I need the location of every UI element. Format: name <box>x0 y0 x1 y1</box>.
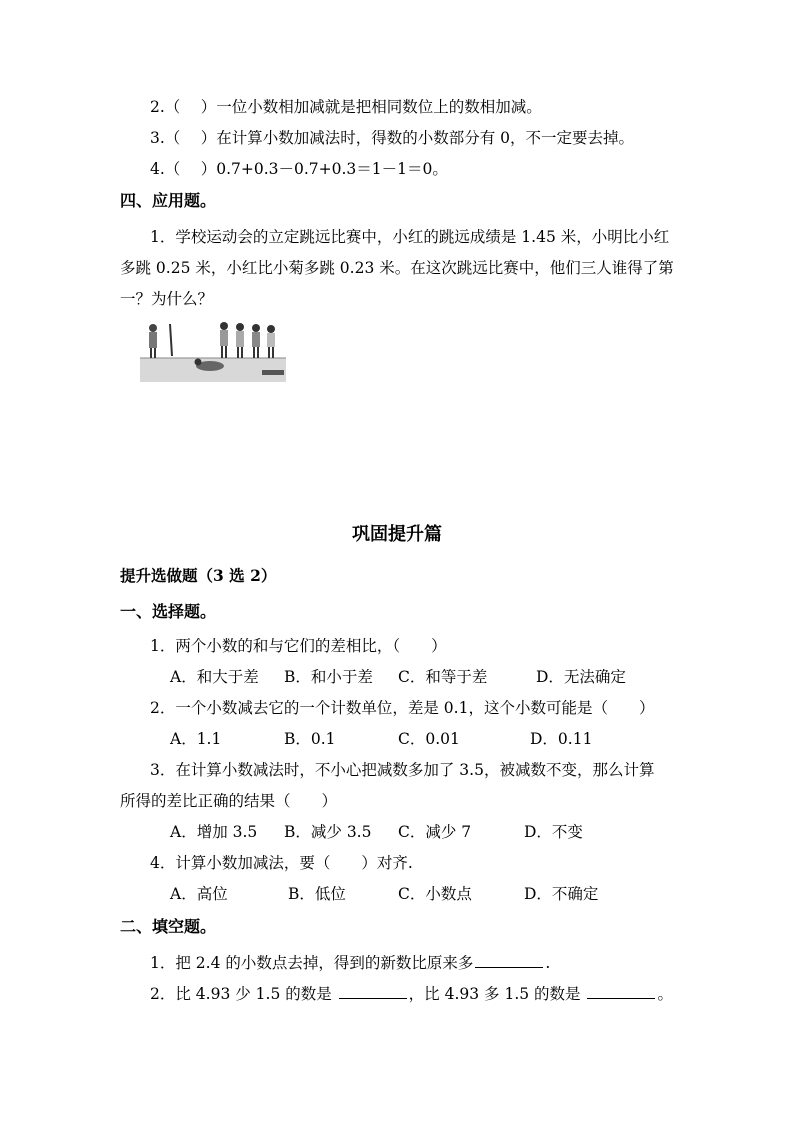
choice-question-3-cont: 所得的差比正确的结果（ ） <box>120 792 338 810</box>
fill-blank-2[interactable] <box>339 984 407 999</box>
fill-question-1-text: 1．把 2.4 的小数点去掉，得到的新数比原来多 <box>150 954 474 972</box>
fill-question-2-text-a: 2．比 4.93 少 1.5 的数是 <box>150 985 332 1003</box>
choice-4-option-b: B．低位 <box>288 885 346 903</box>
choice-heading: 一、选择题。 <box>120 602 217 621</box>
choice-2-option-c: C．0.01 <box>398 730 460 748</box>
long-jump-illustration <box>140 318 286 384</box>
choice-4-option-a: A．高位 <box>170 885 228 903</box>
fill-heading: 二、填空题。 <box>120 917 217 936</box>
choice-question-1: 1．两个小数的和与它们的差相比，（ ） <box>150 637 447 655</box>
fill-question-1 <box>150 953 550 973</box>
fill-question-1-end: . <box>545 954 551 972</box>
judge-item-3: 3.（ ）在计算小数加减法时，得数的小数部分有 0，不一定要去掉。 <box>150 129 635 147</box>
choice-2-option-b: B．0.1 <box>284 730 336 748</box>
choice-question-4: 4．计算小数加减法，要（ ）对齐. <box>150 854 413 872</box>
judge-item-4: 4.（ ）0.7+0.3－0.7+0.3＝1－1＝0。 <box>150 160 448 178</box>
choice-1-option-d: D．无法确定 <box>536 668 626 686</box>
section-title: 巩固提升篇 <box>352 524 442 545</box>
choice-3-option-b: B．减少 3.5 <box>284 823 372 841</box>
sub-heading: 提升选做题（3 选 2） <box>120 566 277 585</box>
fill-blank-1[interactable] <box>475 953 543 968</box>
judge-item-2: 2.（ ）一位小数相加减就是把相同数位上的数相加减。 <box>150 98 542 116</box>
fill-question-2-text-b: ，比 4.93 多 1.5 的数是 <box>408 985 581 1003</box>
choice-3-option-d: D．不变 <box>524 823 583 841</box>
application-line-2: 多跳 0.25 米，小红比小菊多跳 0.23 米。在这次跳远比赛中，他们三人谁得了第 <box>120 259 674 277</box>
application-heading: 四、应用题。 <box>120 191 217 210</box>
fill-question-2-end: 。 <box>657 985 673 1003</box>
choice-4-option-d: D．不确定 <box>524 885 599 903</box>
choice-2-option-d: D．0.11 <box>530 730 593 748</box>
choice-question-3: 3．在计算小数减法时，不小心把减数多加了 3.5，被减数不变，那么计算 <box>150 761 655 779</box>
choice-2-option-a: A．1.1 <box>170 730 222 748</box>
choice-1-option-b: B．和小于差 <box>284 668 373 686</box>
choice-4-option-c: C．小数点 <box>398 885 472 903</box>
application-line-3: 一？为什么？ <box>120 290 214 308</box>
fill-blank-3[interactable] <box>587 984 655 999</box>
choice-3-option-a: A．增加 3.5 <box>170 823 258 841</box>
choice-1-option-a: A．和大于差 <box>170 668 259 686</box>
choice-question-2: 2．一个小数减去它的一个计数单位，差是 0.1，这个小数可能是（ ） <box>150 699 655 717</box>
choice-3-option-c: C．减少 7 <box>398 823 472 841</box>
choice-1-option-c: C．和等于差 <box>398 668 488 686</box>
fill-question-2 <box>150 984 673 1004</box>
application-line-1: 1．学校运动会的立定跳远比赛中，小红的跳远成绩是 1.45 米，小明比小红 <box>150 228 670 246</box>
